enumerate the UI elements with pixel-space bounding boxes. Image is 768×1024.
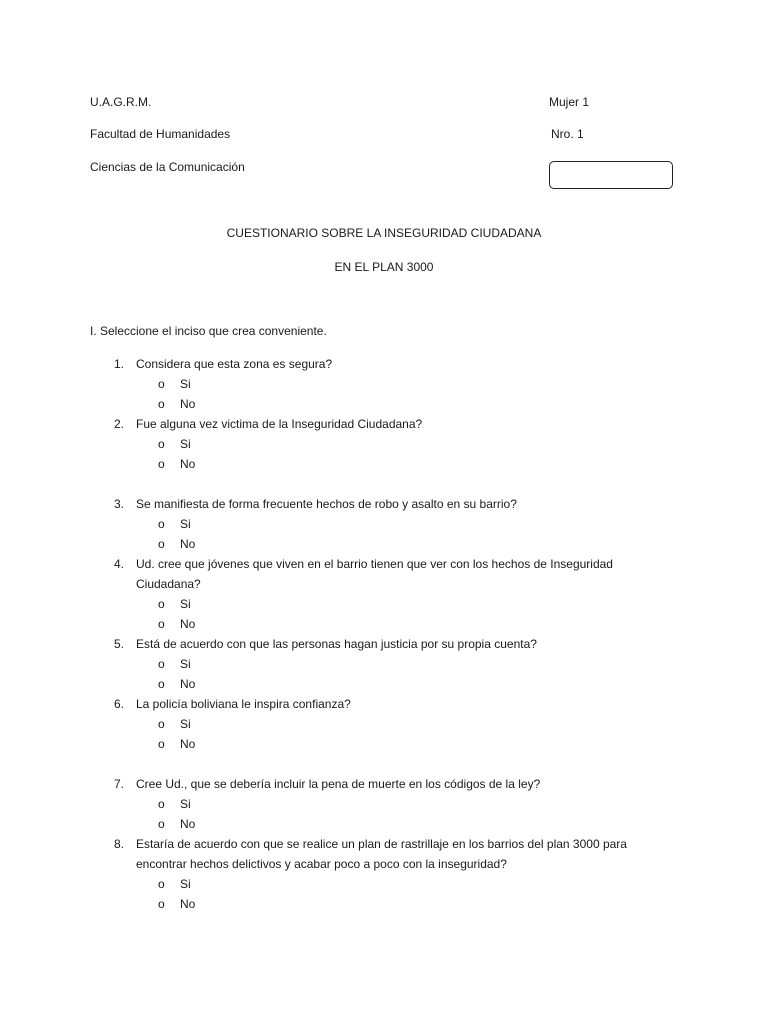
option-bullet[interactable]: o [158, 877, 165, 891]
option-label-no: No [180, 537, 196, 551]
question-text: Está de acuerdo con que las personas hagan justicia por su propia cuenta? [136, 637, 537, 651]
option-label-si: Si [180, 657, 191, 671]
question-number: 2. [113, 417, 124, 431]
option-bullet[interactable]: o [158, 717, 165, 731]
option-label-no: No [180, 617, 196, 631]
section-instruction: I. Seleccione el inciso que crea conveniente. [90, 324, 327, 338]
question-number: 1. [113, 357, 124, 371]
option-label-no: No [180, 737, 196, 751]
option-bullet[interactable]: o [158, 457, 165, 471]
option-bullet[interactable]: o [158, 797, 165, 811]
option-bullet[interactable]: o [158, 677, 165, 691]
option-label-si: Si [180, 797, 191, 811]
option-bullet[interactable]: o [158, 737, 165, 751]
question-text: Fue alguna vez victima de la Inseguridad Ciudadana? [136, 417, 423, 431]
option-bullet[interactable]: o [158, 657, 165, 671]
code-box [549, 161, 673, 189]
option-label-no: No [180, 457, 196, 471]
option-bullet[interactable]: o [158, 617, 165, 631]
option-label-si: Si [180, 877, 191, 891]
option-label-si: Si [180, 377, 191, 391]
faculty-name: Facultad de Humanidades [90, 127, 231, 141]
option-bullet[interactable]: o [158, 377, 165, 391]
question-number: 6. [113, 697, 124, 711]
question-text: La policía boliviana le inspira confianza? [136, 697, 351, 711]
option-label-si: Si [180, 717, 191, 731]
option-bullet[interactable]: o [158, 817, 165, 831]
question-text: Cree Ud., que se debería incluir la pena de muerte en los códigos de la ley? [136, 777, 541, 791]
option-label-no: No [180, 397, 196, 411]
question-number: 5. [113, 637, 124, 651]
option-label-si: Si [180, 597, 191, 611]
question-number: 8. [113, 837, 124, 851]
option-label-no: No [180, 897, 196, 911]
option-label-no: No [180, 677, 196, 691]
question-text: Considera que esta zona es segura? [136, 357, 333, 371]
university-name: U.A.G.R.M. [90, 95, 152, 109]
respondent-label: Mujer 1 [549, 95, 590, 109]
questionnaire-number: Nro. 1 [551, 127, 584, 141]
option-bullet[interactable]: o [158, 397, 165, 411]
question-text: Ud. cree que jóvenes que viven en el barrio tienen que ver con los hechos de Inseguridad Ciudadana? [136, 557, 613, 591]
career-name: Ciencias de la Comunicación [90, 160, 245, 174]
question-number: 7. [113, 777, 124, 791]
option-bullet[interactable]: o [158, 517, 165, 531]
option-bullet[interactable]: o [158, 437, 165, 451]
document-title: CUESTIONARIO SOBRE LA INSEGURIDAD CIUDADANA [226, 226, 542, 240]
document-subtitle: EN EL PLAN 3000 [334, 260, 434, 274]
option-label-no: No [180, 817, 196, 831]
question-number: 4. [113, 557, 124, 571]
question-text: Se manifiesta de forma frecuente hechos de robo y asalto en su barrio? [136, 497, 517, 511]
question-number: 3. [113, 497, 124, 511]
question-text: Estaría de acuerdo con que se realice un plan de rastrillaje en los barrios del plan 3000 para encontrar hechos delictivos y acabar poco a poco con la inseguridad? [136, 837, 627, 871]
option-bullet[interactable]: o [158, 597, 165, 611]
option-label-si: Si [180, 437, 191, 451]
option-bullet[interactable]: o [158, 537, 165, 551]
option-bullet[interactable]: o [158, 897, 165, 911]
option-label-si: Si [180, 517, 191, 531]
